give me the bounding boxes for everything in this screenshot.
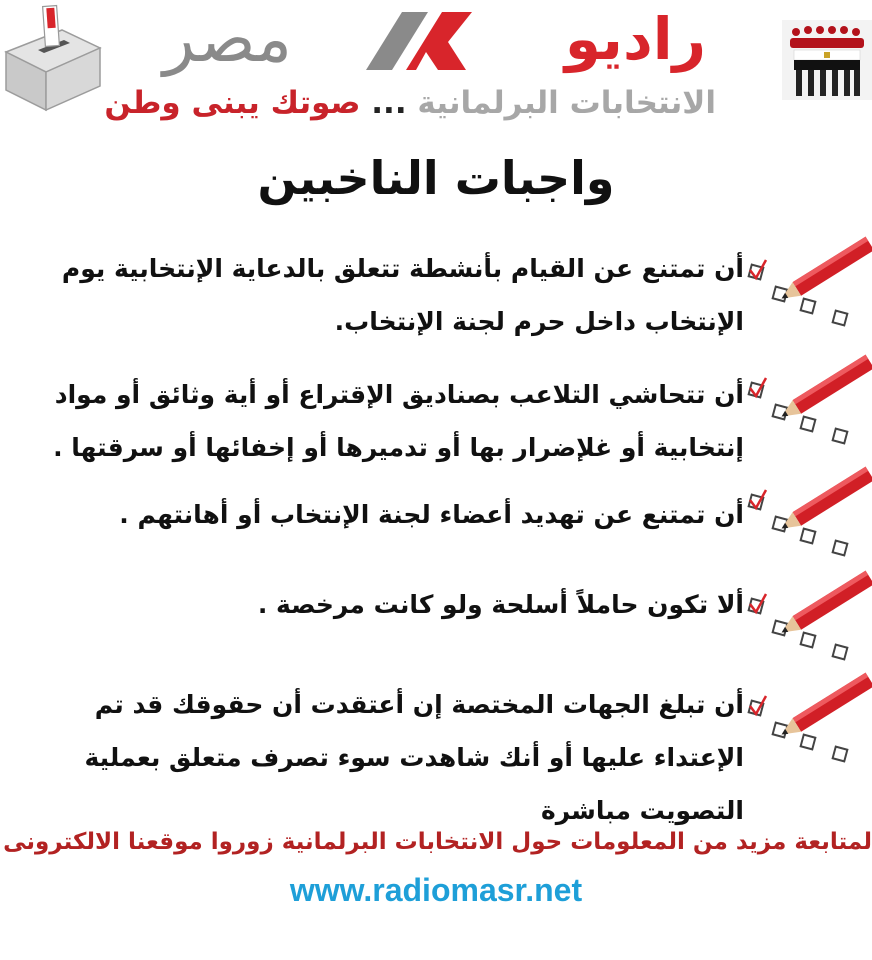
duty-item-3: أن تمتنع عن تهديد أعضاء لجنة الإنتخاب أو أهانتهم . (119, 500, 744, 529)
pencil-checklist-icon (744, 566, 872, 676)
page-title: واجبات الناخبين (257, 151, 615, 205)
brand-masr-text: مصر (162, 0, 292, 77)
duty-item-5: أن تبلغ الجهات المختصة إن أعتقدت أن حقوقك قد تم الإعتداء عليها أو أنك شاهدت سوء تصرف متعلق بعملية التصويت مباشرة (84, 690, 744, 825)
duty-item-2: أن تتحاشي التلاعب بصناديق الإقتراع أو أية وثائق أو مواد إنتخابية أو غلإضرار بها أو تدميرها أو إخفائها أو سرقتها . (53, 380, 744, 462)
tagline-elections: الانتخابات البرلمانية (417, 85, 716, 121)
tagline-slogan: صوتك يبنى وطن (104, 85, 361, 121)
radio-masr-logo-icon (366, 12, 472, 70)
duty-item-4: ألا تكون حاملاً أسلحة ولو كانت مرخصة . (257, 590, 744, 619)
pencil-checklist-icon (744, 462, 872, 572)
ballot-box-icon (0, 0, 108, 112)
pencil-checklist-icon (744, 668, 872, 778)
brand-radio-text: راديو (564, 5, 706, 73)
website-link[interactable]: www.radiomasr.net (289, 872, 583, 908)
pencil-checklist-icon (744, 232, 872, 342)
crowd-flag-icon (782, 20, 872, 100)
duty-item-1: أن تمتنع عن القيام بأنشطة تتعلق بالدعاية الإنتخابية يوم الإنتخاب داخل حرم لجنة الإنتخاب. (61, 254, 744, 336)
pencil-checklist-icon (744, 350, 872, 460)
footer-text: لمتابعة مزيد من المعلومات حول الانتخابات البرلمانية زوروا موقعنا الالكترونى (3, 829, 872, 855)
tagline-dots: ... (371, 85, 407, 121)
tagline (104, 80, 716, 126)
